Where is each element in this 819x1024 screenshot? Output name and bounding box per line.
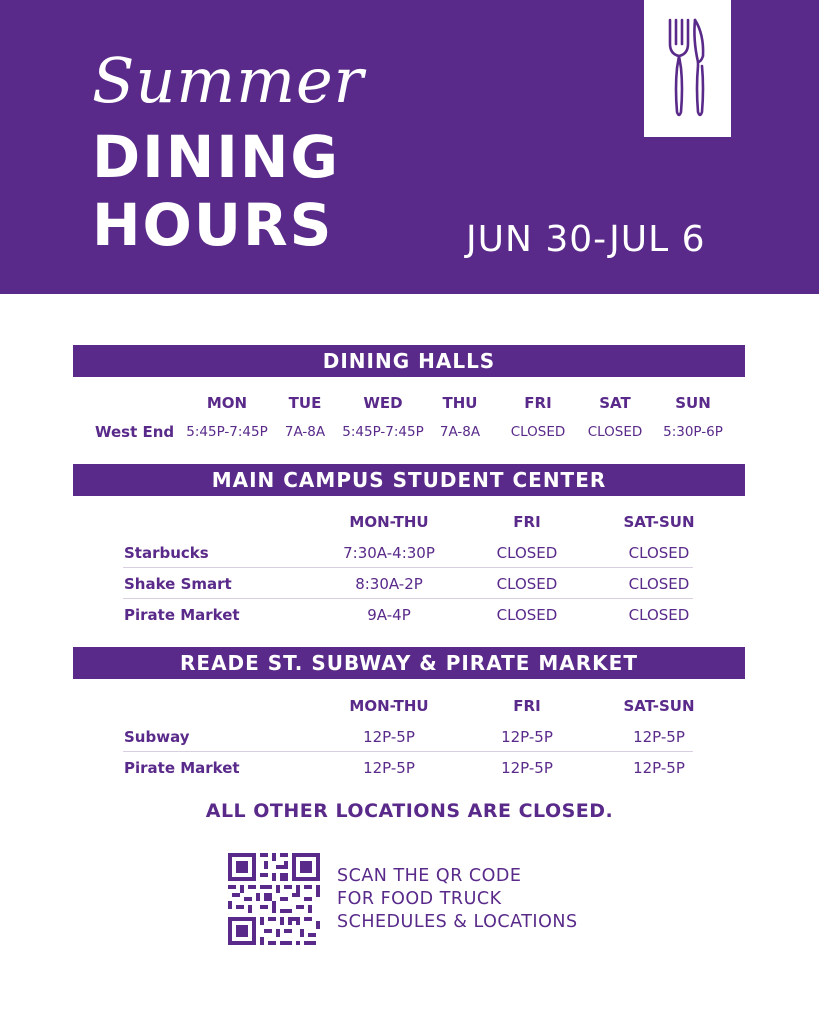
row-divider [123,751,693,752]
day-header-fri: FRI [524,394,552,412]
hours-cell: CLOSED [496,544,558,562]
hours-cell: 8:30A-2P [355,575,423,593]
hours-cell: CLOSED [587,424,643,440]
hours-cell: CLOSED [496,575,558,593]
hours-cell: 12P-5P [501,759,553,777]
header-banner [0,0,819,294]
reade-header: READE ST. SUBWAY & PIRATE MARKET [73,647,745,679]
location-west-end: West End [95,423,175,441]
hours-cell: CLOSED [496,606,558,624]
column-header-mon-thu: MON-THU [349,513,429,531]
hours-cell: 7A-8A [284,424,326,440]
qr-caption-line: FOR FOOD TRUCK [337,889,502,909]
hours-cell: CLOSED [510,424,566,440]
day-header-thu: THU [442,394,478,412]
dining-halls-header: DINING HALLS [73,345,745,377]
day-header-mon: MON [206,394,248,412]
title-line-2: HOURS [92,191,334,259]
icon-box [644,0,731,137]
day-header-wed: WED [363,394,403,412]
location-pirate-market: Pirate Market [124,606,240,624]
location-starbucks: Starbucks [124,544,209,562]
hours-cell: 7A-8A [439,424,481,440]
title-line-1: DINING [92,123,340,191]
hours-cell: 5:45P-7:45P [342,424,424,440]
hours-cell: 12P-5P [633,728,685,746]
column-header-sat-sun: SAT-SUN [623,697,695,715]
hours-cell: 12P-5P [501,728,553,746]
hours-cell: CLOSED [628,606,690,624]
qr-caption-line: SCHEDULES & LOCATIONS [337,912,578,932]
hours-cell: CLOSED [628,544,690,562]
column-header-sat-sun: SAT-SUN [623,513,695,531]
hours-cell: 12P-5P [633,759,685,777]
hours-cell: 12P-5P [363,759,415,777]
hours-cell: 7:30A-4:30P [343,544,435,562]
day-header-sun: SUN [675,394,711,412]
qr-caption-line: SCAN THE QR CODE [337,866,522,886]
hours-cell: 12P-5P [363,728,415,746]
student-center-header: MAIN CAMPUS STUDENT CENTER [73,464,745,496]
qr-caption [337,865,578,934]
column-header-mon-thu: MON-THU [349,697,429,715]
column-header-fri: FRI [513,697,541,715]
row-divider [123,567,693,568]
closing-note: ALL OTHER LOCATIONS ARE CLOSED. [205,800,614,822]
location-shake-smart: Shake Smart [124,575,232,593]
date-range: JUN 30-JUL 6 [466,219,706,260]
fork-and-knife-icon [644,0,731,137]
hours-cell: 5:30P-6P [663,424,723,440]
location-pirate-market: Pirate Market [124,759,240,777]
day-header-tue: TUE [288,394,322,412]
day-header-sat: SAT [599,394,631,412]
hours-cell: 9A-4P [367,606,411,624]
script-title: Summer [92,44,365,117]
hours-cell: CLOSED [628,575,690,593]
location-subway: Subway [124,728,190,746]
row-divider [123,598,693,599]
column-header-fri: FRI [513,513,541,531]
hours-cell: 5:45P-7:45P [186,424,268,440]
qr-code-icon[interactable] [228,853,320,945]
